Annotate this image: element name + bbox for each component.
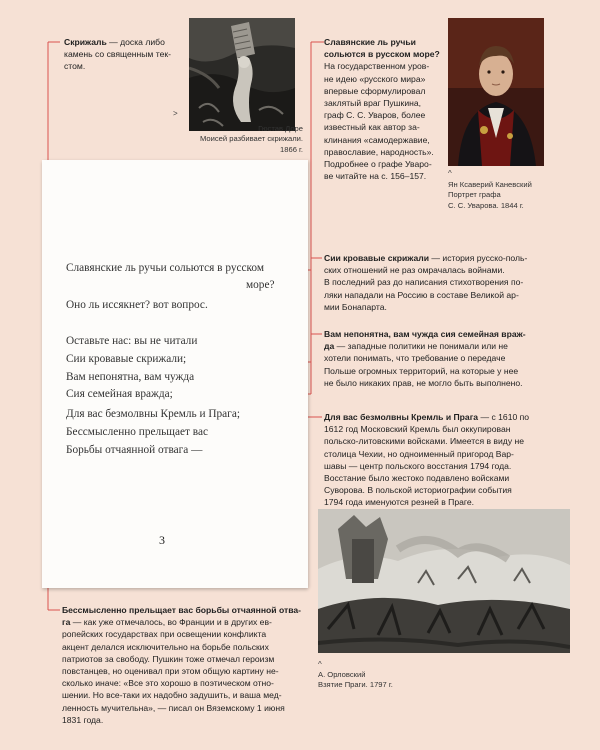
note-kreml-line-2: 1612 год Московский Кремль был оккупирован bbox=[324, 424, 511, 435]
poem-line-4: Оставьте нас: вы не читали bbox=[66, 335, 198, 347]
note-skrizhal-line-3: стом. bbox=[64, 61, 86, 72]
poem-line-10: Борьбы отчаянной отвага — bbox=[66, 444, 203, 456]
note-bessmyslenno-line-3: акцент делался исключительно на борьбе польских bbox=[62, 641, 269, 652]
poem-line-8: Для вас безмолвны Кремль и Прага; bbox=[66, 408, 240, 420]
note-krovavye-line-1: — история русско-поль- bbox=[431, 253, 528, 263]
note-slavyanskie-heading-2: сольются в русском море? bbox=[324, 49, 440, 60]
note-slavyanskie-line-3: впервые сформулировал bbox=[324, 85, 426, 96]
caption-kanevsky-line-2: Портрет графа bbox=[448, 190, 501, 200]
moses-engraving-illustration bbox=[189, 18, 295, 131]
caption-dore-line-1: Гюстав Доре bbox=[258, 124, 303, 133]
note-neponyatna-heading-end: да bbox=[324, 341, 335, 352]
poem-line-7: Сия семейная вражда; bbox=[66, 388, 173, 400]
caption-orlovsky-line-2: Взятие Праги. 1797 г. bbox=[318, 680, 393, 690]
note-krovavye-line-4: ляки нападали на Россию в составе Великой ар- bbox=[324, 289, 519, 300]
note-neponyatna-line-3: Польше огромных территорий, на которые у нее bbox=[324, 365, 519, 376]
poem-line-9: Бессмысленно прельщает вас bbox=[66, 426, 208, 438]
note-kreml-line-7: Суворова. В польской историографии события bbox=[324, 485, 512, 496]
dore-engraving-image bbox=[189, 18, 295, 131]
caption-kanevsky-line-1: Ян Ксаверий Каневский bbox=[448, 180, 532, 189]
note-slavyanskie-line-6: известный как автор за- bbox=[324, 122, 420, 133]
note-bessmyslenno-line-7: шении. Но все-таки их надобно задушить, и ваша мед- bbox=[62, 690, 282, 701]
note-skrizhal-line-2: камень со священным тек- bbox=[64, 49, 171, 60]
poem-line-1: Славянские ль ручьи сольются в русском bbox=[66, 262, 264, 274]
note-bessmyslenno bbox=[62, 604, 308, 726]
note-slavyanskie-line-1: На государственном уров- bbox=[324, 61, 430, 72]
note-neponyatna bbox=[324, 328, 586, 389]
note-krovavye-line-2: ских отношений не раз омрачалась войнами. bbox=[324, 265, 505, 276]
caption-dore bbox=[140, 124, 303, 155]
page-number: 3 bbox=[159, 533, 165, 547]
note-kreml-line-4: столица Чехии, но одноименный пригород Вар- bbox=[324, 448, 514, 459]
note-kreml bbox=[324, 411, 586, 509]
note-kreml-line-1: — с 1610 по bbox=[480, 412, 530, 422]
caption-orlovsky-mark: ^ bbox=[318, 660, 322, 669]
note-bessmyslenno-heading: Бессмысленно прельщает вас борьбы отчаянной отва- bbox=[62, 605, 302, 615]
note-skrizhal-line-1: — доска либо bbox=[109, 37, 165, 47]
caption-kanevsky bbox=[448, 180, 578, 211]
note-kreml-heading: Для вас безмолвны Кремль и Прага bbox=[324, 412, 479, 422]
praga-battle-illustration bbox=[318, 509, 570, 653]
caption-kanevsky-mark: ^ bbox=[448, 169, 452, 178]
caption-orlovsky bbox=[318, 670, 468, 691]
poem-line-6: Вам непонятна, вам чужда bbox=[66, 371, 195, 383]
note-bessmyslenno-heading-end: га bbox=[62, 617, 71, 628]
note-neponyatna-line-2: хотели понимать, что требование о передаче bbox=[324, 353, 506, 364]
uvarov-portrait-illustration bbox=[448, 18, 544, 166]
note-slavyanskie-line-10: ве читайте на с. 156–157. bbox=[324, 171, 427, 182]
note-slavyanskie-heading-1: Славянские ль ручьи bbox=[324, 37, 416, 47]
note-bessmyslenno-line-8: ленность мучительна», — писал он Вяземскому 1 июня bbox=[62, 702, 285, 713]
orlovsky-battle-image bbox=[318, 509, 570, 653]
note-slavyanskie-line-7: клинания «самодержавие, bbox=[324, 134, 430, 145]
note-krovavye-heading: Сии кровавые скрижали bbox=[324, 253, 430, 263]
note-bessmyslenno-line-2: ропейских государствах при освещении конфликта bbox=[62, 629, 267, 640]
uvarov-portrait-image bbox=[448, 18, 544, 166]
poem-line-2: море? bbox=[246, 279, 275, 291]
note-slavyanskie-line-5: граф С. С. Уваров, более bbox=[324, 110, 426, 121]
note-kreml-line-5: шавы — центр польского восстания 1794 года. bbox=[324, 460, 512, 471]
note-slavyanskie-line-8: православие, народность». bbox=[324, 146, 434, 157]
caption-dore-line-3: 1866 г. bbox=[280, 144, 303, 154]
note-slavyanskie-line-2: не идею «русского мира» bbox=[324, 73, 426, 84]
caption-dore-line-2: Моисей разбивает скрижали. bbox=[200, 134, 303, 144]
note-kreml-line-8: 1794 года именуются резней в Праге. bbox=[324, 497, 475, 508]
note-krovavye-line-5: мии Бонапарта. bbox=[324, 301, 387, 312]
note-slavyanskie-line-4: заклятый враг Пушкина, bbox=[324, 98, 422, 109]
note-bessmyslenno-line-4: патриотов за свободу. Пушкин тоже отмечал героизм bbox=[62, 653, 275, 664]
caption-orlovsky-line-1: А. Орловский bbox=[318, 670, 366, 679]
note-bessmyslenno-line-1: — как уже отмечалось, во Франции и в других ев- bbox=[72, 617, 272, 628]
note-slavyanskie-line-9: Подробнее о графе Уваро- bbox=[324, 159, 432, 170]
note-bessmyslenno-line-9: 1831 года. bbox=[62, 714, 104, 725]
caption-kanevsky-line-3: С. С. Уварова. 1844 г. bbox=[448, 200, 524, 210]
note-kreml-line-3: польско-литовскими войсками. Имеется в виду не bbox=[324, 436, 525, 447]
note-neponyatna-heading: Вам непонятна, вам чужда сия семейная враж- bbox=[324, 329, 526, 339]
caption-dore-mark: > bbox=[173, 109, 178, 118]
note-krovavye-line-3: В последний раз до написания стихотворения по- bbox=[324, 277, 524, 288]
note-neponyatna-line-1: — западные политики не понимали или не bbox=[336, 341, 508, 352]
note-krovavye bbox=[324, 252, 586, 313]
poem-line-3: Оно ль иссякнет? вот вопрос. bbox=[66, 299, 208, 311]
poem-line-5: Сии кровавые скрижали; bbox=[66, 353, 187, 365]
note-bessmyslenno-line-6: сколько иначе: «Все это хорошо в поэтическом отно- bbox=[62, 678, 274, 689]
note-kreml-line-6: Восстание было жестоко подавлено войсками bbox=[324, 473, 510, 484]
note-skrizhal bbox=[64, 36, 174, 73]
note-skrizhal-term: Скрижаль bbox=[64, 37, 107, 47]
note-bessmyslenno-line-5: повстанцев, но оценивал при этом общую картину не- bbox=[62, 666, 279, 677]
note-neponyatna-line-4: не было никаких прав, не могло быть выполнено. bbox=[324, 377, 523, 388]
note-slavyanskie bbox=[324, 36, 448, 182]
